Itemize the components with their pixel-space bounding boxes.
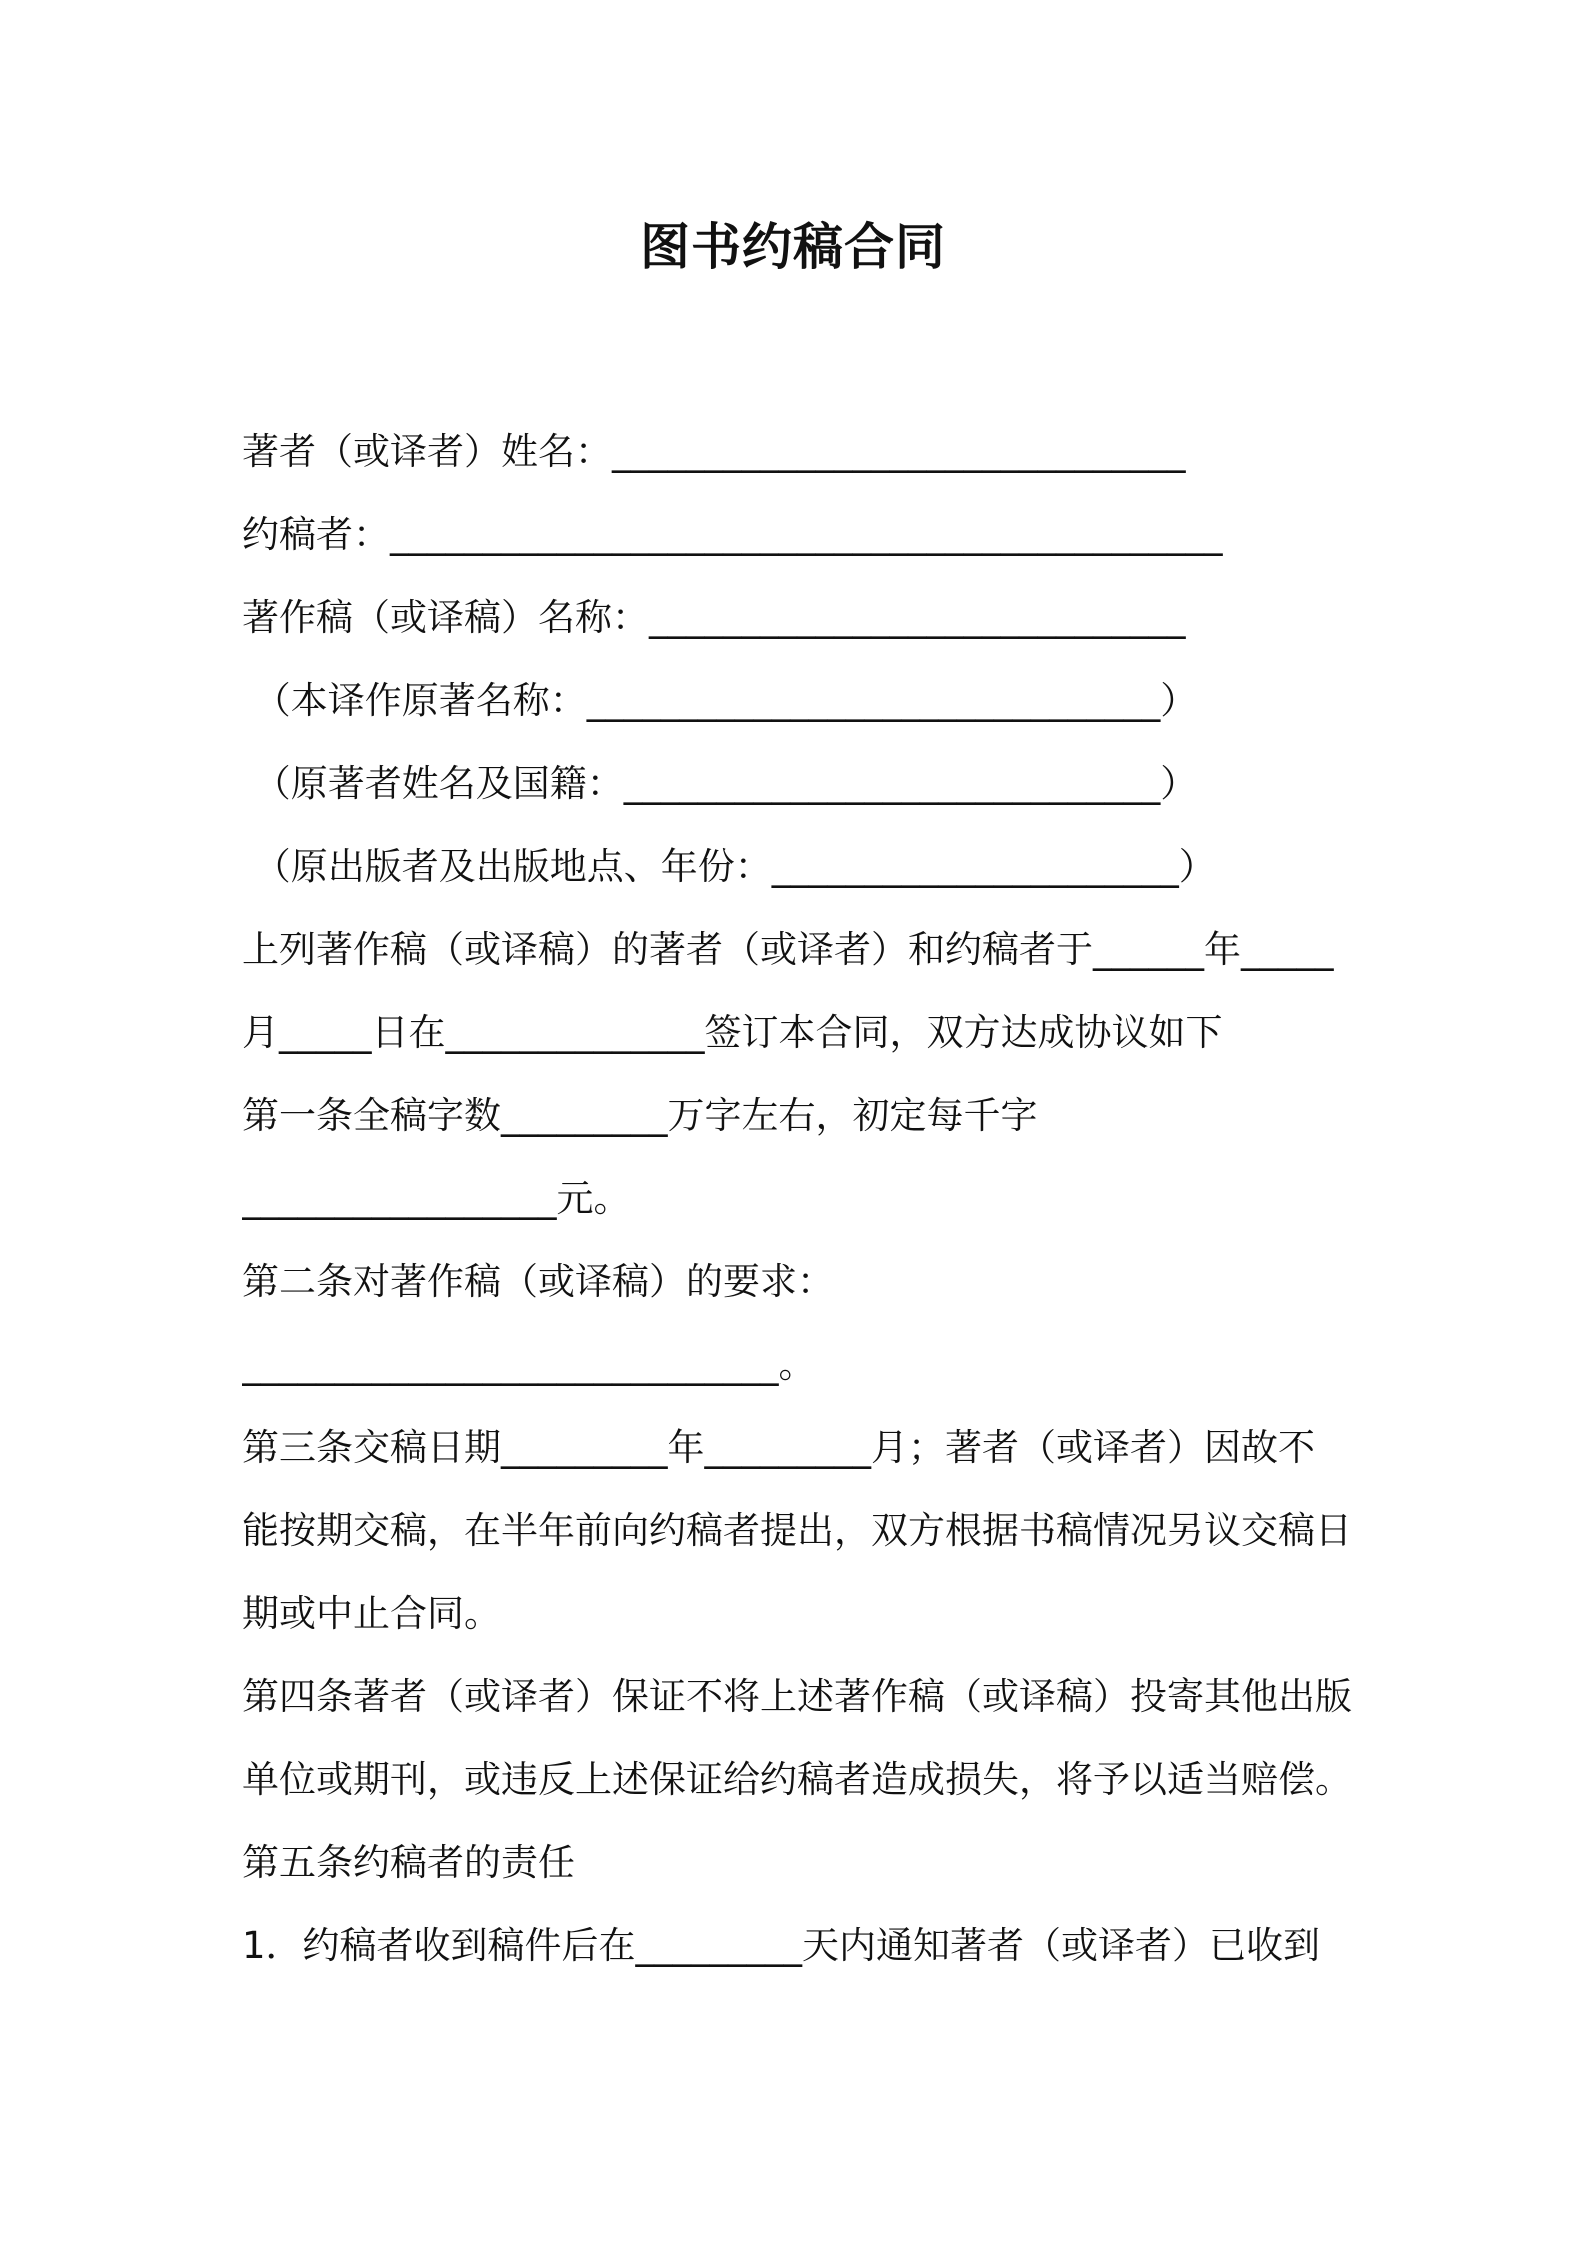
- article-2-line: _____________________________。: [242, 1343, 816, 1386]
- commissioner-field: 约稿者：_____________________________________________: [242, 513, 1223, 556]
- document-title: 图书约稿合同: [640, 218, 946, 276]
- original-title-field: （本译作原著名称：_______________________________）: [242, 679, 1198, 722]
- article-4-line: 第四条著者（或译者）保证不将上述著作稿（或译稿）投寄其他出版: [242, 1675, 1352, 1718]
- original-publisher-field: （原出版者及出版地点、年份：______________________）: [242, 845, 1216, 888]
- article-5-heading: 第五条约稿者的责任: [242, 1841, 575, 1884]
- article-3-line: 能按期交稿，在半年前向约稿者提出，双方根据书稿情况另议交稿日: [242, 1509, 1352, 1552]
- article-2-line: 第二条对著作稿（或译稿）的要求：: [242, 1260, 834, 1303]
- article-3-line: 第三条交稿日期_________年_________月；著者（或译者）因故不: [242, 1426, 1315, 1469]
- article-5-item-1: 1．约稿者收到稿件后在_________天内通知著者（或译者）已收到: [242, 1924, 1321, 1967]
- article-1-line: _________________元。: [242, 1177, 631, 1220]
- article-4-line: 单位或期刊，或违反上述保证给约稿者造成损失，将予以适当赔偿。: [242, 1758, 1352, 1801]
- agreement-intro-line: 月_____日在______________签订本合同，双方达成协议如下: [242, 1011, 1223, 1054]
- author-name-field: 著者（或译者）姓名：_______________________________: [242, 430, 1186, 473]
- article-3-line: 期或中止合同。: [242, 1592, 501, 1635]
- contract-body: [242, 410, 1362, 1987]
- work-title-field: 著作稿（或译稿）名称：_____________________________: [242, 596, 1186, 639]
- article-1-line: 第一条全稿字数_________万字左右，初定每千字: [242, 1094, 1038, 1137]
- original-author-field: （原著者姓名及国籍：_____________________________）: [242, 762, 1198, 805]
- agreement-intro-line: 上列著作稿（或译稿）的著者（或译者）和约稿者于______年_____: [242, 928, 1334, 971]
